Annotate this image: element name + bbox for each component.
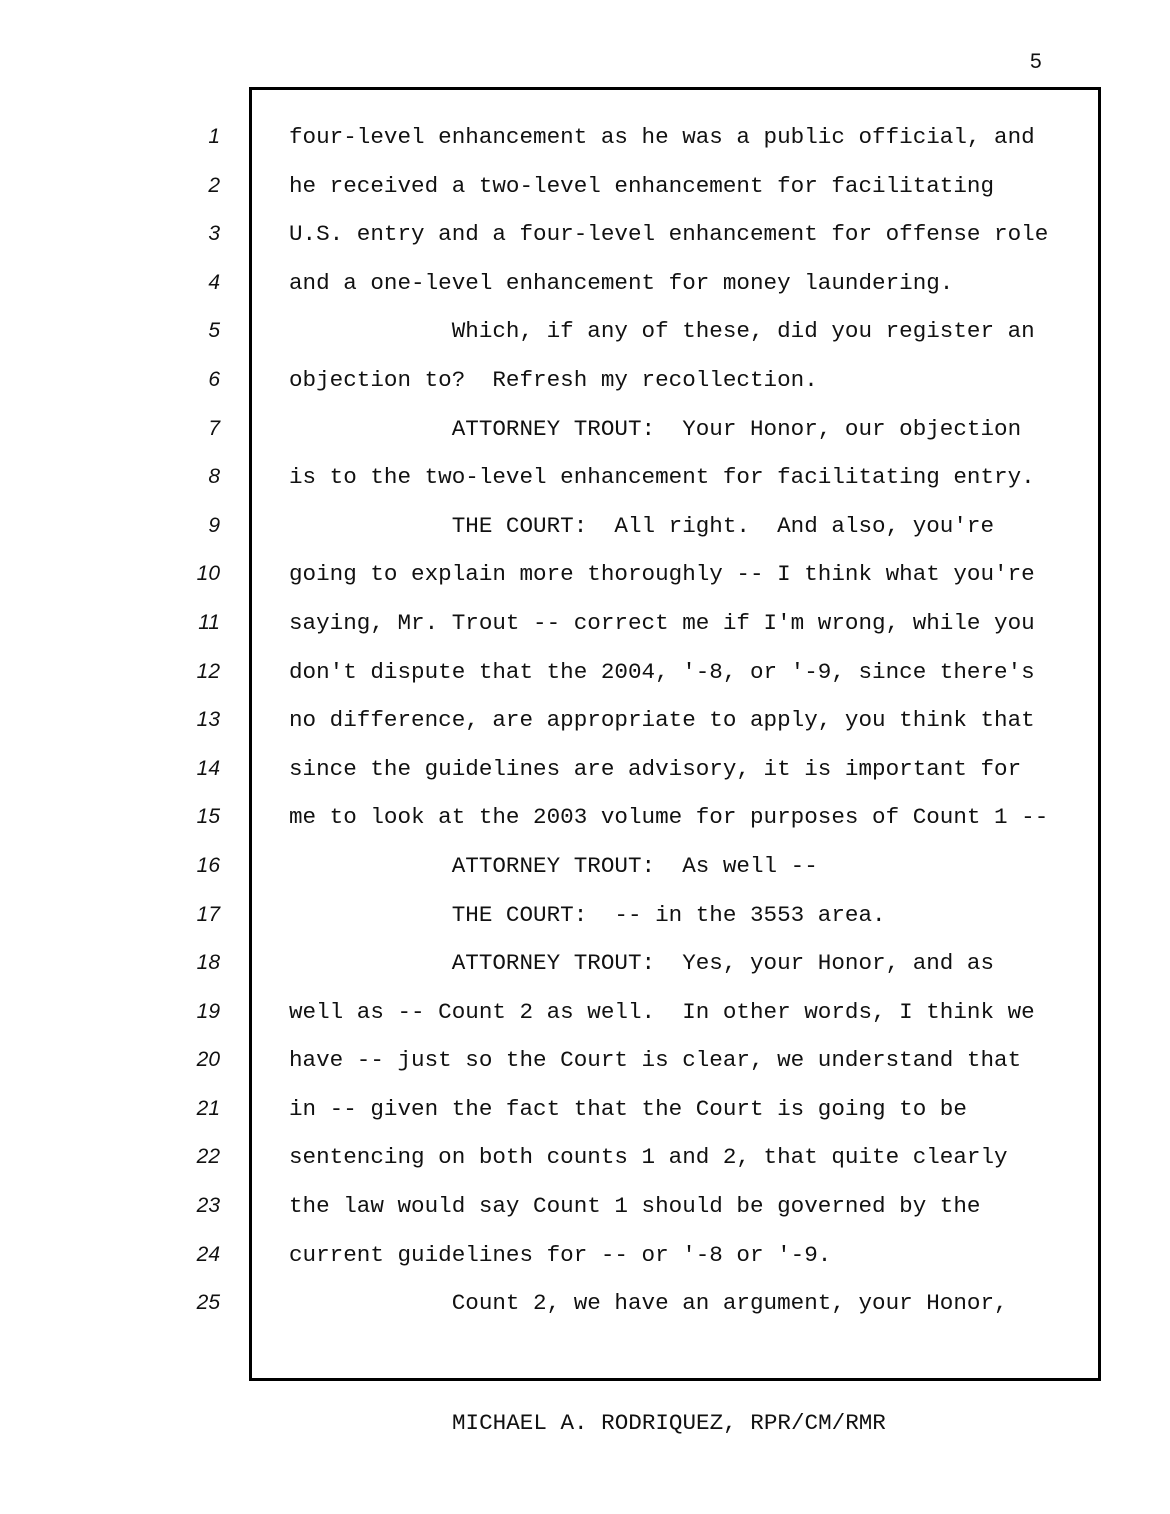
line-number: 1 bbox=[208, 125, 220, 148]
transcript-line: don't dispute that the 2004, '-8, or '-9, since there's bbox=[289, 658, 1035, 685]
transcript-line: Count 2, we have an argument, your Honor, bbox=[289, 1290, 1008, 1317]
line-number: 6 bbox=[208, 367, 220, 391]
line-number: 11 bbox=[198, 610, 220, 634]
transcript-line: in -- given the fact that the Court is going to be bbox=[289, 1095, 967, 1122]
line-number: 16 bbox=[196, 853, 220, 877]
transcript-line: ATTORNEY TROUT: As well -- bbox=[289, 852, 818, 879]
transcript-line: since the guidelines are advisory, it is important for bbox=[289, 755, 1022, 782]
transcript-line: he received a two-level enhancement for facilitating bbox=[289, 172, 995, 199]
transcript-line: ATTORNEY TROUT: Your Honor, our objection bbox=[289, 415, 1022, 442]
line-number: 21 bbox=[196, 1096, 220, 1120]
line-number: 12 bbox=[196, 659, 220, 683]
transcript-line: well as -- Count 2 as well. In other words, I think we bbox=[289, 998, 1035, 1025]
line-number: 20 bbox=[196, 1048, 220, 1072]
page-number: 5 bbox=[1030, 50, 1042, 73]
line-number: 13 bbox=[196, 708, 220, 732]
line-number: 3 bbox=[208, 222, 220, 246]
transcript-line: Which, if any of these, did you register an bbox=[289, 318, 1035, 345]
transcript-line: current guidelines for -- or '-8 or '-9. bbox=[289, 1241, 832, 1268]
transcript-line: saying, Mr. Trout -- correct me if I'm wrong, while you bbox=[289, 609, 1035, 636]
line-number: 10 bbox=[196, 562, 220, 586]
transcript-line: going to explain more thoroughly -- I think what you're bbox=[289, 561, 1035, 588]
transcript-line: me to look at the 2003 volume for purposes of Count 1 -- bbox=[289, 804, 1049, 831]
line-number: 24 bbox=[196, 1242, 220, 1266]
transcript-line: four-level enhancement as he was a public official, and bbox=[289, 124, 1035, 150]
transcript-line: THE COURT: All right. And also, you're bbox=[289, 512, 995, 539]
line-number: 18 bbox=[196, 951, 220, 975]
transcript-line: no difference, are appropriate to apply, you think that bbox=[289, 707, 1035, 734]
transcript-line: the law would say Count 1 should be governed by the bbox=[289, 1193, 981, 1220]
line-number-column bbox=[150, 113, 220, 1328]
line-number: 22 bbox=[196, 1145, 220, 1169]
transcript-line: THE COURT: -- in the 3553 area. bbox=[289, 901, 886, 928]
transcript-line: objection to? Refresh my recollection. bbox=[289, 366, 818, 393]
line-number: 7 bbox=[208, 416, 220, 440]
transcript-line: sentencing on both counts 1 and 2, that quite clearly bbox=[289, 1144, 1008, 1171]
line-number: 17 bbox=[196, 902, 220, 926]
line-number: 2 bbox=[208, 173, 220, 197]
transcript-body bbox=[289, 113, 1079, 1328]
line-number: 8 bbox=[208, 465, 220, 489]
transcript-line: is to the two-level enhancement for facilitating entry. bbox=[289, 464, 1035, 491]
line-number: 19 bbox=[196, 999, 220, 1023]
line-number: 14 bbox=[196, 756, 220, 780]
transcript-line: U.S. entry and a four-level enhancement for offense role bbox=[289, 221, 1049, 248]
line-number: 25 bbox=[196, 1291, 220, 1315]
line-number: 15 bbox=[196, 805, 220, 829]
line-number: 23 bbox=[196, 1194, 220, 1218]
line-number: 4 bbox=[208, 270, 220, 294]
line-number: 5 bbox=[208, 319, 220, 343]
transcript-line: and a one-level enhancement for money laundering. bbox=[289, 269, 954, 296]
line-number: 9 bbox=[208, 513, 220, 537]
transcript-line: have -- just so the Court is clear, we understand that bbox=[289, 1047, 1022, 1074]
reporter-footer: MICHAEL A. RODRIQUEZ, RPR/CM/RMR bbox=[452, 1410, 886, 1436]
transcript-line: ATTORNEY TROUT: Yes, your Honor, and as bbox=[289, 950, 995, 977]
